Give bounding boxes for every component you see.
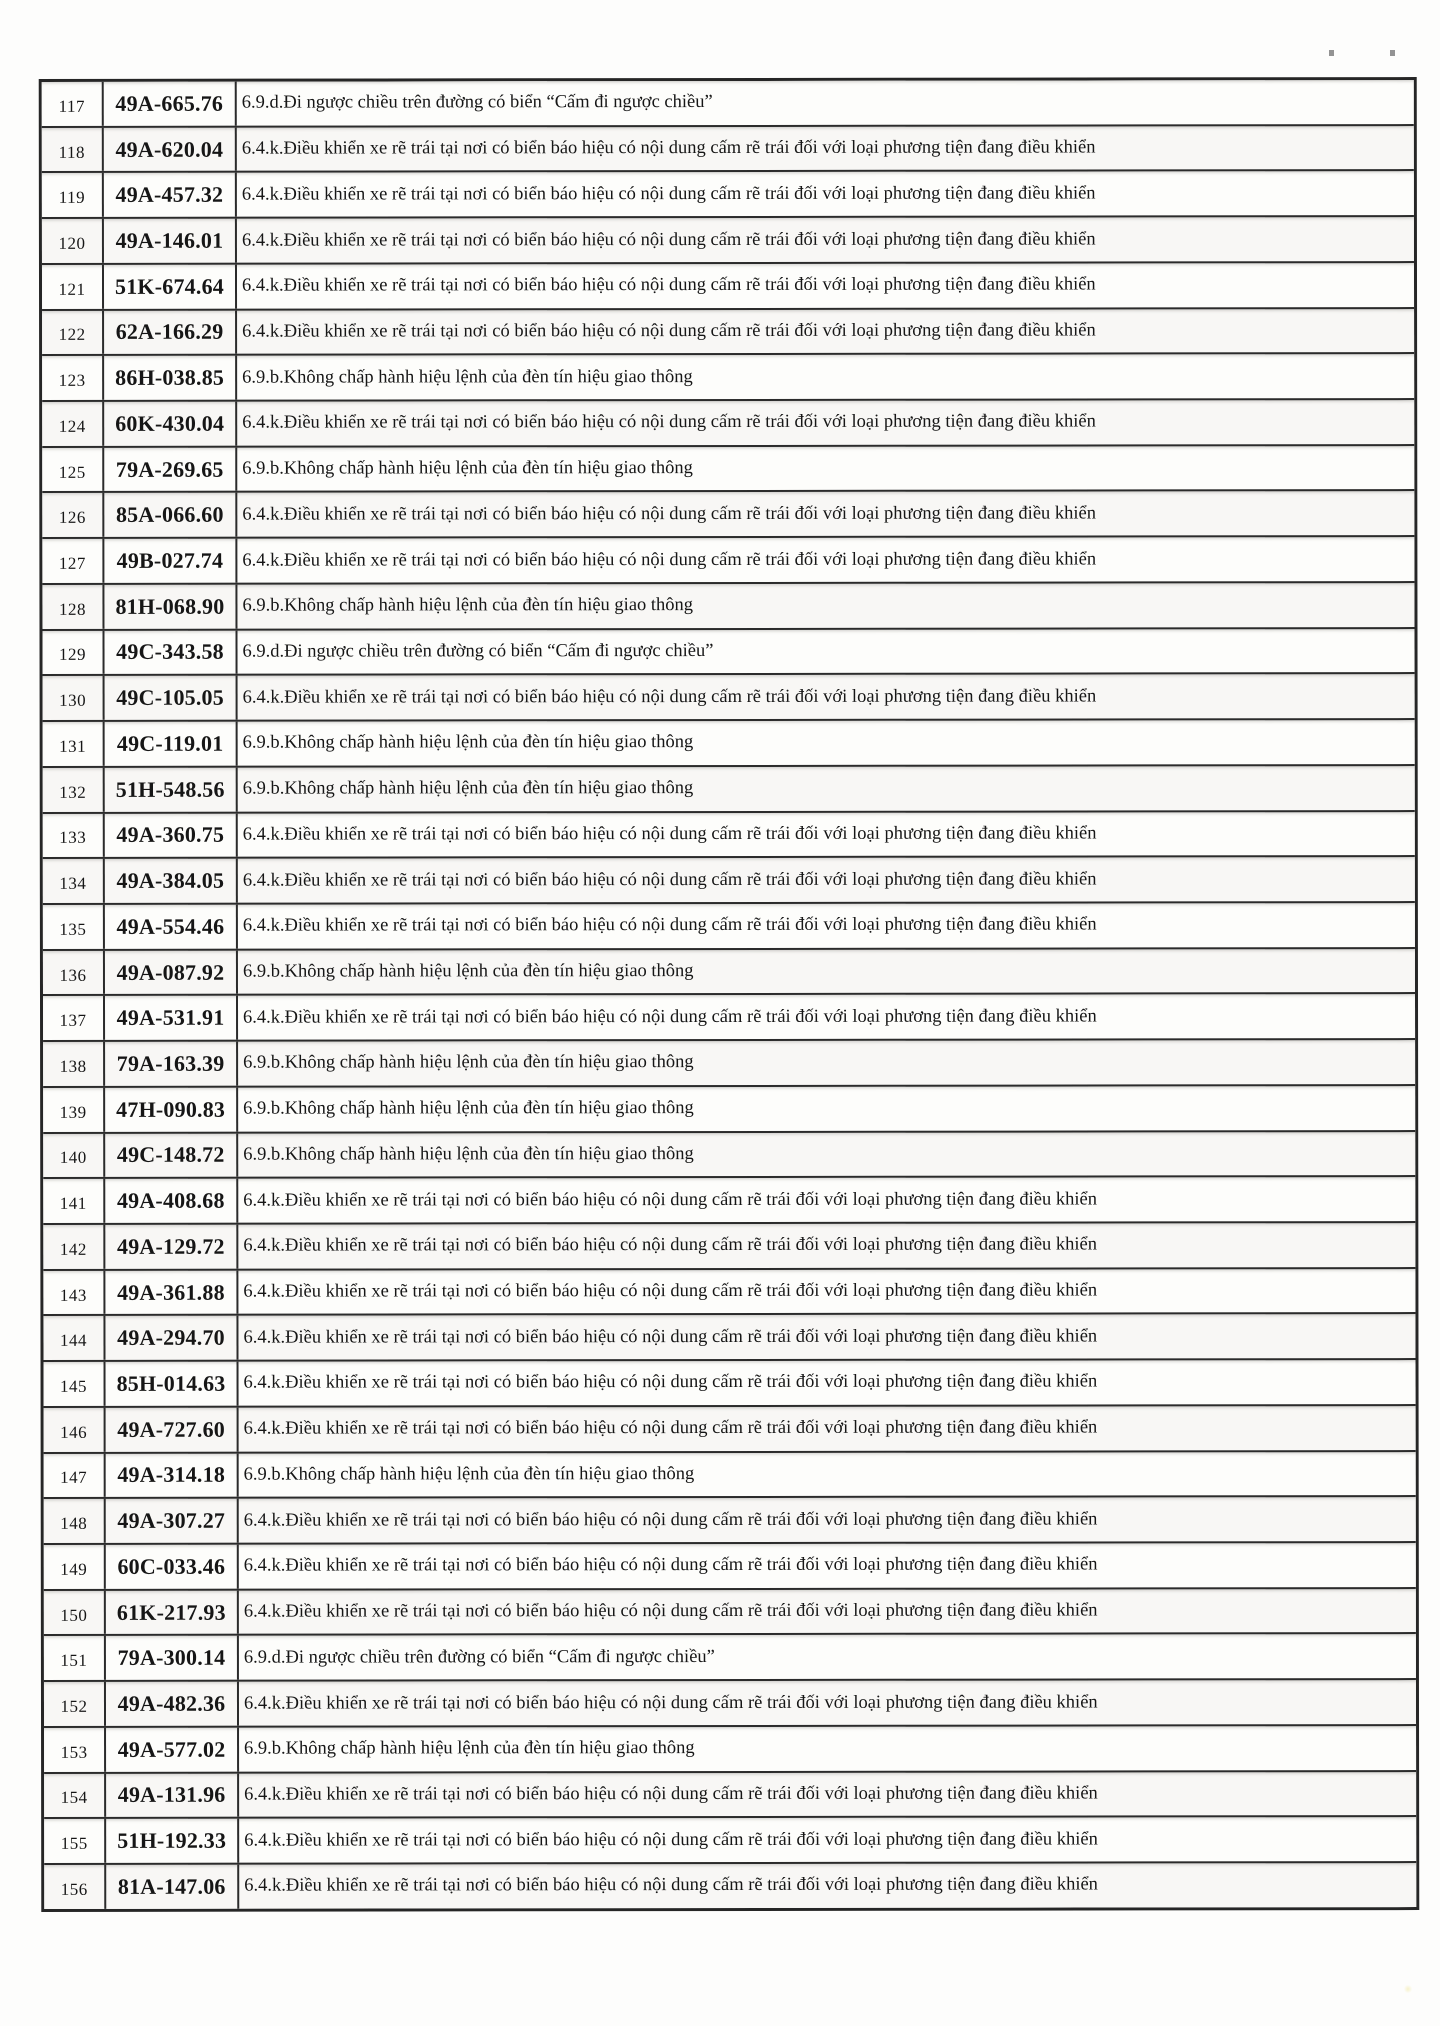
table-row xyxy=(42,627,1414,675)
row-number: 135 xyxy=(43,905,105,949)
table-row xyxy=(44,1495,1416,1543)
license-plate: 62A-166.29 xyxy=(104,310,237,354)
table-row xyxy=(42,444,1414,492)
row-number: 132 xyxy=(43,768,105,812)
license-plate: 61K-217.93 xyxy=(106,1590,239,1634)
violation-text: 6.4.k.Điều khiển xe rẽ trái tại nơi có biển báo hiệu có nội dung cấm rẽ trái đối với loại phương tiện đang điều khiển xyxy=(241,229,1096,251)
violation-text: 6.4.k.Điều khiển xe rẽ trái tại nơi có biển báo hiệu có nội dung cấm rẽ trái đối với loại phương tiện đang điều khiển xyxy=(244,1783,1098,1805)
license-plate: 85A-066.60 xyxy=(104,493,237,537)
row-number: 140 xyxy=(43,1133,105,1177)
row-number: 127 xyxy=(42,539,104,583)
row-number: 122 xyxy=(42,310,104,354)
violation-text: 6.4.k.Điều khiển xe rẽ trái tại nơi có biển báo hiệu có nội dung cấm rẽ trái đối với loại phương tiện đang điều khiển xyxy=(241,183,1096,205)
row-number: 138 xyxy=(43,1042,105,1086)
violation-text: 6.9.b.Không chấp hành hiệu lệnh của đèn tín hiệu giao thông xyxy=(244,1738,695,1759)
table-row xyxy=(42,307,1414,355)
row-number: 117 xyxy=(42,82,104,126)
violation-text: 6.9.b.Không chấp hành hiệu lệnh của đèn tín hiệu giao thông xyxy=(242,961,694,982)
license-plate: 49A-620.04 xyxy=(104,127,237,171)
violation-text: 6.9.b.Không chấp hành hiệu lệnh của đèn tín hiệu giao thông xyxy=(242,732,694,754)
table-row xyxy=(44,1632,1416,1680)
violation-text: 6.9.b.Không chấp hành hiệu lệnh của đèn tín hiệu giao thông xyxy=(242,595,694,616)
table-row xyxy=(43,1267,1415,1315)
violation-text: 6.4.k.Điều khiển xe rẽ trái tại nơi có biển báo hiệu có nội dung cấm rẽ trái đối với loại phương tiện đang điều khiển xyxy=(243,1280,1098,1302)
row-number: 125 xyxy=(42,448,104,492)
violation-text: 6.9.d.Đi ngược chiều trên đường có biển “Cấm đi ngược chiều” xyxy=(243,1646,715,1668)
row-number: 152 xyxy=(44,1682,106,1726)
table-row xyxy=(42,352,1414,400)
table-row xyxy=(44,1358,1416,1406)
license-plate: 49A-294.70 xyxy=(105,1316,238,1360)
license-plate: 49A-384.05 xyxy=(105,859,238,903)
violation-text: 6.4.k.Điều khiển xe rẽ trái tại nơi có biển báo hiệu có nội dung cấm rẽ trái đối với loại phương tiện đang điều khiển xyxy=(242,823,1097,845)
violation-text: 6.4.k.Điều khiển xe rẽ trái tại nơi có biển báo hiệu có nội dung cấm rẽ trái đối với loại phương tiện đang điều khiển xyxy=(243,1234,1098,1257)
table-row xyxy=(44,1541,1416,1589)
violation-text: 6.4.k.Điều khiển xe rẽ trái tại nơi có biển báo hiệu có nội dung cấm rẽ trái đối với loại phương tiện đang điều khiển xyxy=(243,1692,1098,1714)
license-plate: 49A-457.32 xyxy=(104,173,237,217)
row-number: 144 xyxy=(43,1316,105,1360)
violation-text: 6.4.k.Điều khiển xe rẽ trái tại nơi có biển báo hiệu có nội dung cấm rẽ trái đối với loại phương tiện đang điều khiển xyxy=(244,1874,1098,1897)
row-number: 118 xyxy=(42,128,104,172)
table-row xyxy=(44,1450,1416,1498)
table-row xyxy=(43,672,1415,720)
row-number: 131 xyxy=(43,722,105,766)
row-number: 141 xyxy=(43,1179,105,1223)
violation-text: 6.9.b.Không chấp hành hiệu lệnh của đèn tín hiệu giao thông xyxy=(243,1463,695,1485)
license-plate: 49A-131.96 xyxy=(106,1773,239,1817)
license-plate: 47H-090.83 xyxy=(105,1087,238,1131)
table-row xyxy=(43,1130,1415,1178)
row-number: 137 xyxy=(43,996,105,1040)
license-plate: 79A-300.14 xyxy=(106,1636,239,1680)
license-plate: 49A-360.75 xyxy=(105,813,238,857)
row-number: 147 xyxy=(44,1453,106,1497)
license-plate: 49C-119.01 xyxy=(105,722,238,766)
license-plate: 60K-430.04 xyxy=(104,402,237,446)
violation-text: 6.4.k.Điều khiển xe rẽ trái tại nơi có biển báo hiệu có nội dung cấm rẽ trái đối với loại phương tiện đang điều khiển xyxy=(243,1554,1098,1577)
row-number: 124 xyxy=(42,402,104,446)
row-number: 149 xyxy=(44,1545,106,1589)
row-number: 133 xyxy=(43,813,105,857)
table-row xyxy=(43,992,1415,1040)
violation-text: 6.9.b.Không chấp hành hiệu lệnh của đèn tín hiệu giao thông xyxy=(243,1052,694,1074)
row-number: 156 xyxy=(44,1865,106,1909)
row-number: 119 xyxy=(42,173,104,217)
license-plate: 79A-163.39 xyxy=(105,1042,238,1086)
row-number: 121 xyxy=(42,265,104,309)
table-row xyxy=(42,490,1414,538)
table-row xyxy=(42,215,1414,263)
table-row xyxy=(42,398,1414,446)
violation-text: 6.4.k.Điều khiển xe rẽ trái tại nơi có biển báo hiệu có nội dung cấm rẽ trái đối với loại phương tiện đang điều khiển xyxy=(242,411,1096,434)
table-row xyxy=(43,1221,1415,1269)
violation-text: 6.9.d.Đi ngược chiều trên đường có biển “Cấm đi ngược chiều” xyxy=(241,92,713,114)
row-number: 153 xyxy=(44,1728,106,1772)
row-number: 136 xyxy=(43,951,105,995)
table-row xyxy=(44,1770,1416,1818)
row-number: 142 xyxy=(43,1225,105,1269)
violation-text: 6.4.k.Điều khiển xe rẽ trái tại nơi có biển báo hiệu có nội dung cấm rẽ trái đối với loại phương tiện đang điều khiển xyxy=(242,320,1096,342)
table-row xyxy=(42,80,1414,126)
violation-text: 6.4.k.Điều khiển xe rẽ trái tại nơi có biển báo hiệu có nội dung cấm rẽ trái đối với loại phương tiện đang điều khiển xyxy=(242,549,1097,571)
license-plate: 79A-269.65 xyxy=(104,447,237,491)
row-number: 130 xyxy=(43,676,105,720)
license-plate: 49A-361.88 xyxy=(105,1270,238,1314)
license-plate: 49A-087.92 xyxy=(105,950,238,994)
row-number: 151 xyxy=(44,1636,106,1680)
table-row xyxy=(43,764,1415,812)
violation-text: 6.9.b.Không chấp hành hiệu lệnh của đèn tín hiệu giao thông xyxy=(243,1098,694,1119)
table-row xyxy=(42,261,1414,309)
violation-text: 6.4.k.Điều khiển xe rẽ trái tại nơi có biển báo hiệu có nội dung cấm rẽ trái đối với loại phương tiện đang điều khiển xyxy=(242,869,1097,891)
violation-text: 6.4.k.Điều khiển xe rẽ trái tại nơi có biển báo hiệu có nội dung cấm rẽ trái đối với loại phương tiện đang điều khiển xyxy=(243,1509,1098,1531)
table-row xyxy=(42,124,1414,172)
license-plate: 49C-343.58 xyxy=(104,630,237,674)
row-number: 139 xyxy=(43,1088,105,1132)
violation-text: 6.4.k.Điều khiển xe rẽ trái tại nơi có biển báo hiệu có nội dung cấm rẽ trái đối với loại phương tiện đang điều khiển xyxy=(241,274,1096,296)
license-plate: 49C-105.05 xyxy=(105,676,238,720)
row-number: 120 xyxy=(42,219,104,263)
table-row xyxy=(42,169,1414,217)
violation-text: 6.4.k.Điều khiển xe rẽ trái tại nơi có biển báo hiệu có nội dung cấm rẽ trái đối với loại phương tiện đang điều khiển xyxy=(242,686,1097,708)
row-number: 126 xyxy=(42,493,104,537)
violation-table xyxy=(39,77,1420,1912)
violation-text: 6.4.k.Điều khiển xe rẽ trái tại nơi có biển báo hiệu có nội dung cấm rẽ trái đối với loại phương tiện đang điều khiển xyxy=(243,1417,1098,1439)
table-row xyxy=(43,1312,1415,1360)
violation-text: 6.4.k.Điều khiển xe rẽ trái tại nơi có biển báo hiệu có nội dung cấm rẽ trái đối với loại phương tiện đang điều khiển xyxy=(241,137,1096,159)
license-plate: 49A-146.01 xyxy=(104,219,237,263)
table-row xyxy=(43,1038,1415,1086)
license-plate: 81A-147.06 xyxy=(106,1865,239,1909)
table-row xyxy=(44,1815,1416,1863)
table-row xyxy=(43,855,1415,903)
row-number: 150 xyxy=(44,1591,106,1635)
row-number: 129 xyxy=(42,630,104,674)
license-plate: 49B-027.74 xyxy=(104,539,237,583)
license-plate: 85H-014.63 xyxy=(106,1362,239,1406)
license-plate: 51K-674.64 xyxy=(104,265,237,309)
license-plate: 49A-554.46 xyxy=(105,905,238,949)
license-plate: 86H-038.85 xyxy=(104,356,237,400)
row-number: 143 xyxy=(43,1271,105,1315)
table-row xyxy=(43,947,1415,995)
violation-text: 6.9.b.Không chấp hành hiệu lệnh của đèn tín hiệu giao thông xyxy=(243,1143,694,1165)
violation-text: 6.4.k.Điều khiển xe rẽ trái tại nơi có biển báo hiệu có nội dung cấm rẽ trái đối với loại phương tiện đang điều khiển xyxy=(243,1600,1098,1622)
license-plate: 49A-531.91 xyxy=(105,996,238,1040)
license-plate: 49A-665.76 xyxy=(104,82,237,126)
violation-text: 6.9.b.Không chấp hành hiệu lệnh của đèn tín hiệu giao thông xyxy=(242,778,694,799)
table-row xyxy=(43,810,1415,858)
license-plate: 51H-548.56 xyxy=(105,767,238,811)
table-row xyxy=(43,1175,1415,1223)
row-number: 148 xyxy=(44,1499,106,1543)
row-number: 128 xyxy=(42,585,104,629)
violation-text: 6.9.b.Không chấp hành hiệu lệnh của đèn tín hiệu giao thông xyxy=(242,458,693,479)
license-plate: 49C-148.72 xyxy=(105,1133,238,1177)
violation-text: 6.4.k.Điều khiển xe rẽ trái tại nơi có biển báo hiệu có nội dung cấm rẽ trái đối với loại phương tiện đang điều khiển xyxy=(243,1189,1097,1211)
row-number: 145 xyxy=(44,1362,106,1406)
violation-text: 6.4.k.Điều khiển xe rẽ trái tại nơi có biển báo hiệu có nội dung cấm rẽ trái đối với loại phương tiện đang điều khiển xyxy=(243,1006,1097,1028)
violation-text: 6.4.k.Điều khiển xe rẽ trái tại nơi có biển báo hiệu có nội dung cấm rẽ trái đối với loại phương tiện đang điều khiển xyxy=(242,503,1097,525)
row-number: 155 xyxy=(44,1819,106,1863)
scan-speck xyxy=(1390,50,1395,56)
violation-text: 6.9.d.Đi ngược chiều trên đường có biển “Cấm đi ngược chiều” xyxy=(242,641,714,662)
table-row xyxy=(43,901,1415,949)
table-row xyxy=(42,535,1414,583)
row-number: 154 xyxy=(44,1773,106,1817)
license-plate: 51H-192.33 xyxy=(106,1819,239,1863)
table-row xyxy=(44,1587,1416,1635)
license-plate: 49A-727.60 xyxy=(106,1408,239,1452)
violation-text: 6.4.k.Điều khiển xe rẽ trái tại nơi có biển báo hiệu có nội dung cấm rẽ trái đối với loại phương tiện đang điều khiển xyxy=(243,1371,1098,1394)
table-row xyxy=(44,1861,1416,1909)
license-plate: 49A-314.18 xyxy=(106,1453,239,1497)
table-row xyxy=(44,1678,1416,1726)
license-plate: 49A-129.72 xyxy=(105,1225,238,1269)
row-number: 146 xyxy=(44,1408,106,1452)
violation-text: 6.4.k.Điều khiển xe rẽ trái tại nơi có biển báo hiệu có nội dung cấm rẽ trái đối với loại phương tiện đang điều khiển xyxy=(242,914,1097,936)
license-plate: 49A-408.68 xyxy=(105,1179,238,1223)
license-plate: 49A-577.02 xyxy=(106,1728,239,1772)
violation-text: 6.9.b.Không chấp hành hiệu lệnh của đèn tín hiệu giao thông xyxy=(242,366,693,388)
table-row xyxy=(44,1404,1416,1452)
table-row xyxy=(43,718,1415,766)
license-plate: 60C-033.46 xyxy=(106,1545,239,1589)
row-number: 134 xyxy=(43,859,105,903)
table-row xyxy=(44,1724,1416,1772)
table-row xyxy=(43,1084,1415,1132)
row-number: 123 xyxy=(42,356,104,400)
violation-text: 6.4.k.Điều khiển xe rẽ trái tại nơi có biển báo hiệu có nội dung cấm rẽ trái đối với loại phương tiện đang điều khiển xyxy=(243,1326,1098,1348)
license-plate: 49A-307.27 xyxy=(106,1499,239,1543)
violation-text: 6.4.k.Điều khiển xe rẽ trái tại nơi có biển báo hiệu có nội dung cấm rẽ trái đối với loại phương tiện đang điều khiển xyxy=(244,1829,1098,1851)
license-plate: 81H-068.90 xyxy=(104,585,237,629)
license-plate: 49A-482.36 xyxy=(106,1682,239,1726)
scan-speck xyxy=(1329,50,1334,56)
table-row xyxy=(42,581,1414,629)
